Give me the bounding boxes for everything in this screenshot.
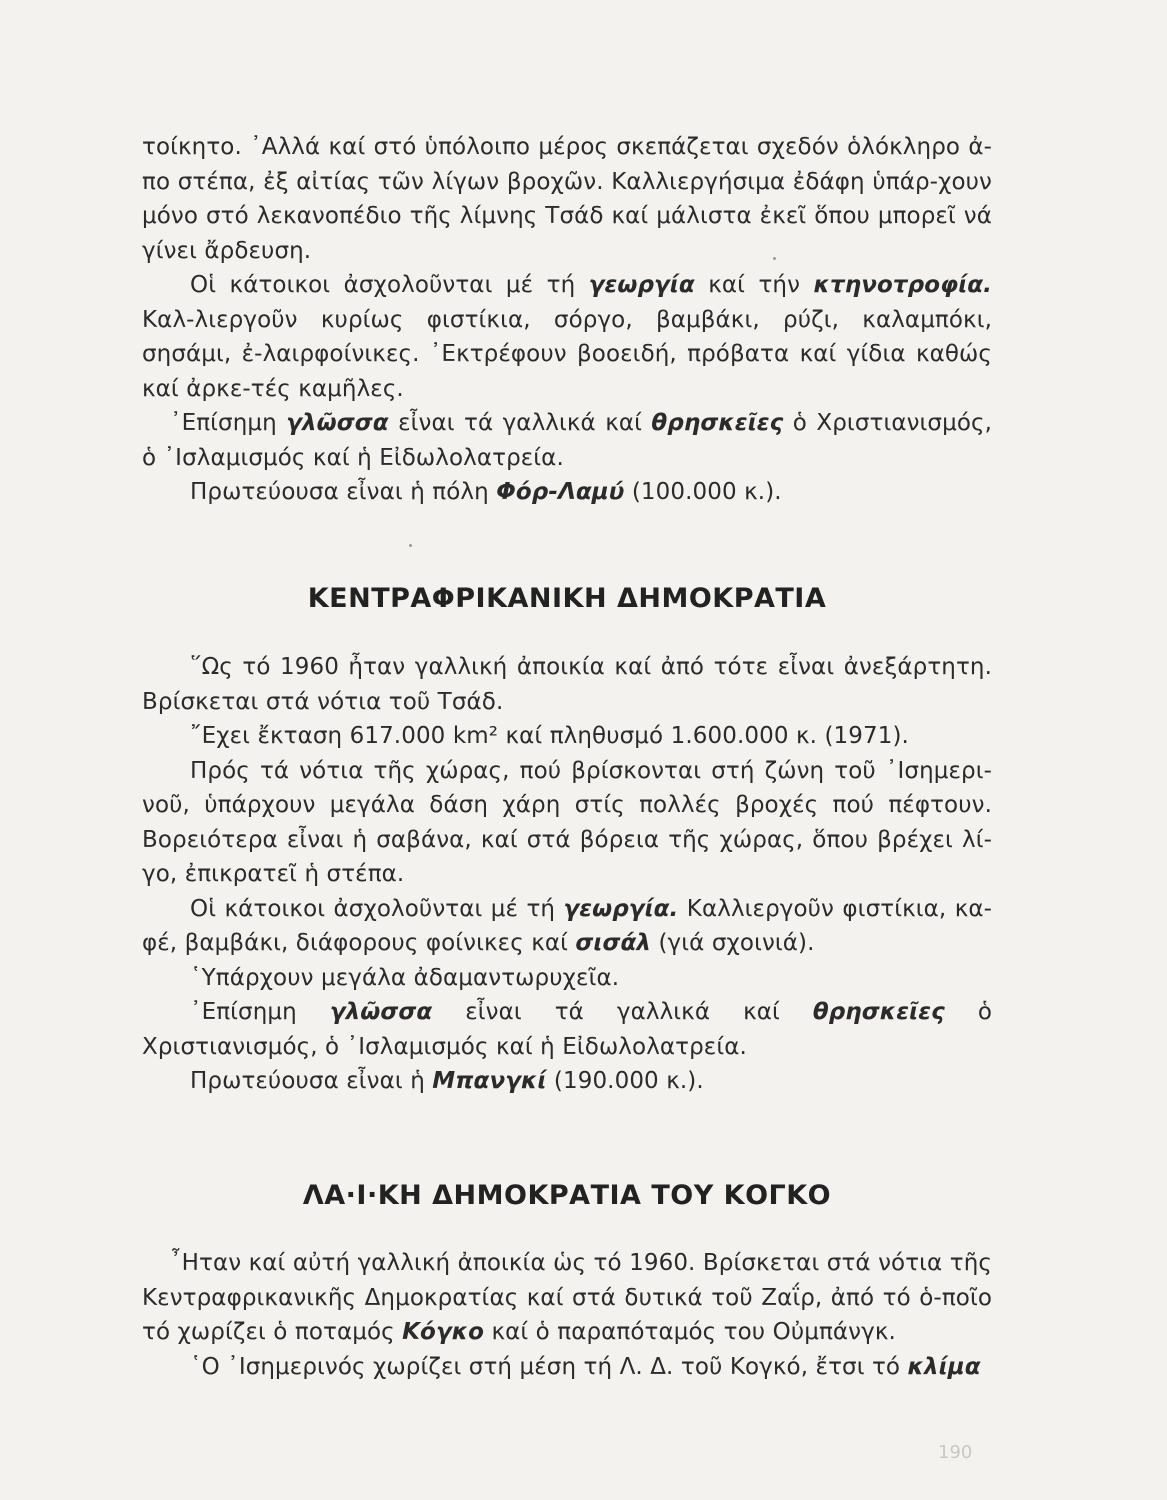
keyword: Μπανγκί [432,1068,547,1094]
keyword: γεωργία [588,272,695,298]
paragraph [142,1350,992,1385]
paragraph-text: ὁ Χριστιανισμός, ὁ ᾿Ισλαμισμός καί ἡ Εἰδωλολατρεία. [142,999,992,1060]
keyword: θρησκεῖες [812,999,945,1025]
keyword: θρησκεῖες [651,410,784,436]
paragraph-text: ῞Ως τό 1960 ἦταν γαλλική ἀποικία καί ἀπό τότε εἶναι ἀνεξάρτητη. Βρίσκεται στά νότια τοῦ Τσάδ. [142,654,992,715]
keyword: Φόρ-Λαμύ [496,479,625,505]
paragraph-text: ῾Υπάρχουν μεγάλα ἀδαμαντωρυχεῖα. [190,964,620,991]
paragraph [142,268,992,406]
paragraph [142,475,992,510]
paragraph [142,1064,992,1099]
paragraph-text: ᾿Επίσημη [170,410,287,436]
paragraph-text: ῏Ηταν καί αὐτή γαλλική ἀποικία ὡς τό 1960. Βρίσκεται στά νότια τῆς Κεντραφρικανικῆς Δημοκρατίας καί στά δυτικά τοῦ Ζαΐρ, ἀπό τό ὁ-ποῖο τό χωρίζει ὁ ποταμός [142,1250,992,1345]
paragraph-text: Οἱ κάτοικοι ἀσχολοῦνται μέ τή [190,895,564,922]
paragraph-text: ᾿Επίσημη [190,999,330,1025]
section-chad-continued [142,130,992,510]
keyword: γεωργία. [563,895,679,922]
paragraph-text: καί τήν [694,272,814,298]
paragraph [142,995,992,1064]
keyword: γλῶσσα [286,410,389,436]
paragraph-text: (100.000 κ.). [624,479,782,505]
keyword: Κόγκο [402,1319,485,1345]
section-heading: ΚΕΝΤΡΑΦΡΙΚΑΝΙΚΗ ΔΗΜΟΚΡΑΤΙΑ [307,583,827,614]
paragraph-text: Καλ-λιεργοῦν κυρίως φιστίκια, σόργο, βαμβάκι, ρύζι, καλαμπόκι, σησάμι, ἐ-λαιρφοίνικες. ᾿Εκτρέφουν βοοειδή, πρόβατα καί γίδια καθώς καί ἀρκε-τές καμῆλες. [142,306,992,402]
paragraph-text: καί ὁ παραπόταμός του Οὐμπάνγκ. [484,1319,896,1345]
print-speck [773,257,776,260]
section-heading: ΛΑ·Ι·ΚΗ ΔΗΜΟΚΡΑΤΙΑ ΤΟΥ ΚΟΓΚΟ [302,1180,832,1211]
paragraph [142,719,992,754]
paragraph [142,406,992,475]
keyword: κτηνοτροφία. [813,272,992,298]
paragraph [142,892,992,961]
paragraph-text: ῾Ο ᾿Ισημερινός χωρίζει στή μέση τή Λ. Δ. τοῦ Κογκό, ἔτσι τό [190,1353,908,1380]
paragraph [142,130,992,268]
keyword: σισάλ [575,930,652,956]
section-central-african-republic [142,650,992,1099]
paragraph [142,1246,992,1350]
paragraph-text: Καλλιεργοῦν φιστίκια, κα-φέ, βαμβάκι, διάφορους φοίνικες καί [142,895,993,956]
paragraph-text: (190.000 κ.). [546,1068,704,1094]
paragraph-text: εἶναι τά γαλλικά καί [388,410,652,436]
paragraph [142,961,992,996]
paragraph [142,754,992,892]
paragraph-text: ῎Εχει ἔκταση 617.000 km² καί πληθυσμό 1.600.000 κ. (1971). [190,723,909,749]
keyword: γλῶσσα [329,999,433,1025]
paragraph [142,650,992,719]
section-congo [142,1246,992,1384]
keyword: κλίμα [907,1353,981,1380]
paragraph-text: Οἱ κάτοικοι ἀσχολοῦνται μέ τή [190,272,589,298]
page-number: 190 [938,1442,973,1463]
paragraph-text: εἶναι τά γαλλικά καί [432,999,813,1025]
paragraph-text: Πρωτεύουσα εἶναι ἡ [190,1068,433,1094]
print-speck [409,544,412,547]
paragraph-text: Πρός τά νότια τῆς χώρας, πού βρίσκονται στή ζώνη τοῦ ᾿Ισημερι-νοῦ, ὑπάρχουν μεγάλα δάση χάρη στίς πολλές βροχές πού πέφτουν. Βορειότερα εἶναι ἡ σαβάνα, καί στά βόρεια τῆς χώρας, ὅπου βρέχει λί-γο, ἐπικρατεῖ ἡ στέπα. [142,757,992,887]
paragraph-text: (γιά σχοινιά). [651,930,815,956]
paragraph-text: τοίκητο. ᾿Αλλά καί στό ὑπόλοιπο μέρος σκεπάζεται σχεδόν ὁλόκληρο ἀ-πο στέπα, ἐξ αἰτίας τῶν λίγων βροχῶν. Καλλιεργήσιμα ἐδάφη ὑπάρ-χουν μόνο στό λεκανοπέδιο τῆς λίμνης Τσάδ καί μάλιστα ἐκεῖ ὅπου μπορεῖ νά γίνει ἄρδευση. [142,134,992,264]
paragraph-text: Πρωτεύουσα εἶναι ἡ πόλη [190,479,497,505]
paragraph-text: ὁ Χριστιανισμός, ὁ ᾿Ισλαμισμός καί ἡ Εἰδωλολατρεία. [142,410,993,471]
